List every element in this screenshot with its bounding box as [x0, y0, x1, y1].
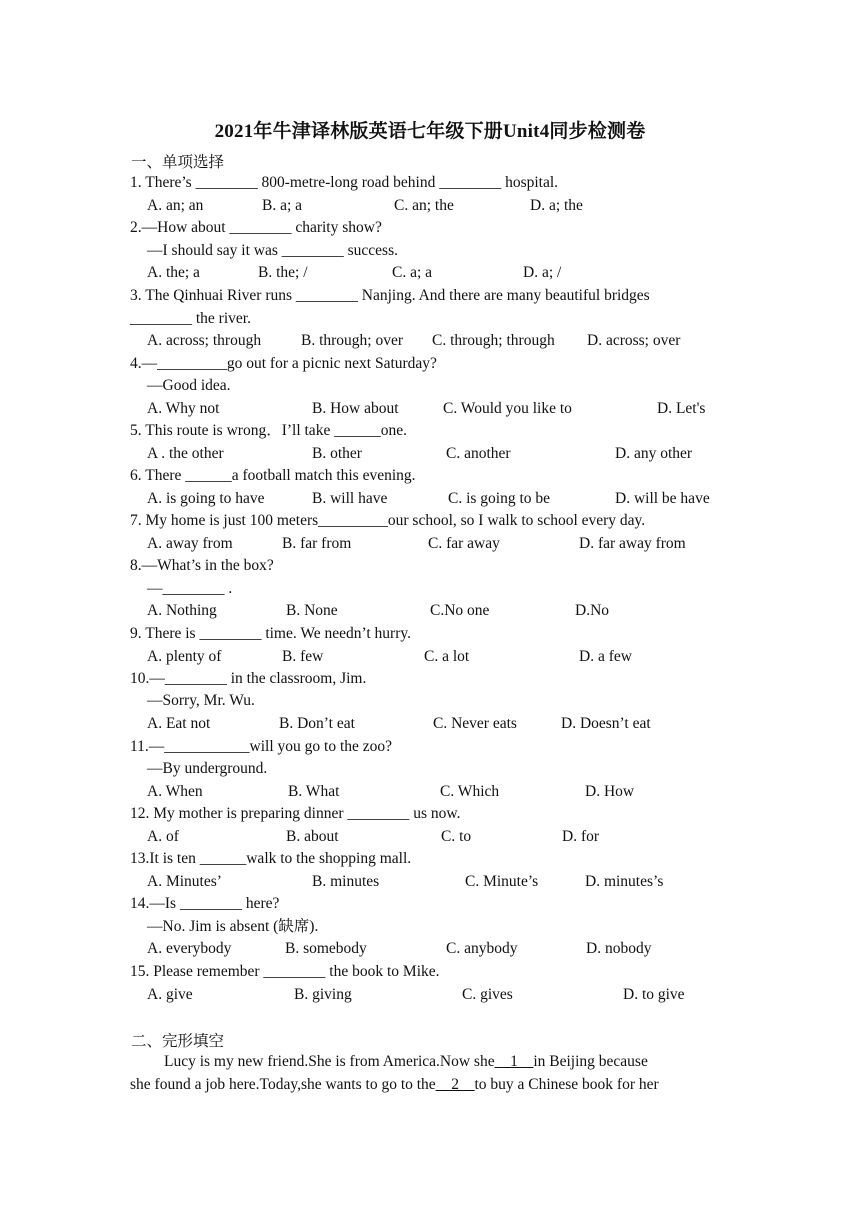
question-3-option-a: A. across; through	[147, 332, 262, 349]
question-9-option-b: B. few	[282, 648, 324, 665]
question-13-option-b: B. minutes	[312, 873, 380, 890]
question-12-option-a: A. of	[147, 828, 179, 845]
question-11-option-d: D. How	[585, 783, 635, 800]
question-8-option-c: C.No one	[430, 602, 490, 619]
question-12-option-c: C. to	[441, 828, 472, 845]
question-10-stem: 10.—________ in the classroom, Jim.	[130, 670, 367, 687]
question-11-option-a: A. When	[147, 783, 203, 800]
question-10-option-a: A. Eat not	[147, 715, 211, 732]
question-1-stem: 1. There’s ________ 800-metre-long road behind ________ hospital.	[130, 174, 559, 191]
question-13-option-c: C. Minute’s	[465, 873, 539, 890]
question-6-option-b: B. will have	[312, 490, 388, 507]
question-15-option-c: C. gives	[462, 986, 513, 1003]
question-10-option-d: D. Doesn’t eat	[561, 715, 651, 732]
question-5-option-a: A . the other	[147, 445, 224, 462]
question-9-option-a: A. plenty of	[147, 648, 222, 665]
section-heading-multiple-choice: 一、单项选择	[131, 154, 225, 171]
question-9-option-d: D. a few	[579, 648, 632, 665]
question-5-stem: 5. This route is wrong．I’ll take ______one.	[130, 422, 407, 439]
question-8-sub: —________ .	[147, 580, 233, 597]
question-6-option-d: D. will be have	[615, 490, 710, 507]
question-13-stem: 13.It is ten ______walk to the shopping mall.	[130, 850, 412, 867]
question-14-option-b: B. somebody	[285, 940, 367, 957]
question-3-stem: 3. The Qinhuai River runs ________ Nanjing. And there are many beautiful bridges	[130, 287, 650, 304]
question-13-option-a: A. Minutes’	[147, 873, 222, 890]
question-11-sub: —By underground.	[147, 760, 268, 777]
cloze-paragraph-line-1	[164, 1052, 648, 1072]
question-10-sub: —Sorry, Mr. Wu.	[147, 692, 255, 709]
cloze-text: in Beijing because	[533, 1053, 648, 1070]
question-14-sub: —No. Jim is absent (缺席).	[147, 918, 319, 935]
question-1-option-b: B. a; a	[262, 197, 303, 214]
question-3-option-d: D. across; over	[587, 332, 681, 349]
question-2-sub: —I should say it was ________ success.	[147, 242, 398, 259]
question-12-option-b: B. about	[286, 828, 339, 845]
question-6-option-a: A. is going to have	[147, 490, 265, 507]
question-14-option-c: C. anybody	[446, 940, 518, 957]
cloze-blank-1: __1__	[494, 1053, 534, 1070]
question-14-stem: 14.—Is ________ here?	[130, 895, 280, 912]
question-14-option-a: A. everybody	[147, 940, 232, 957]
question-3-option-b: B. through; over	[301, 332, 404, 349]
question-3-stem-continued: ________ the river.	[130, 310, 251, 327]
question-12-stem: 12. My mother is preparing dinner ________ us now.	[130, 805, 461, 822]
question-11-stem: 11.—___________will you go to the zoo?	[130, 738, 393, 755]
question-9-option-c: C. a lot	[424, 648, 470, 665]
question-3-option-c: C. through; through	[432, 332, 555, 349]
question-15-option-a: A. give	[147, 986, 193, 1003]
question-4-stem: 4.—_________go out for a picnic next Saturday?	[130, 355, 437, 372]
question-4-option-a: A. Why not	[147, 400, 220, 417]
cloze-text: to buy a Chinese book for her	[474, 1076, 659, 1093]
question-2-option-a: A. the; a	[147, 264, 200, 281]
question-4-option-c: C. Would you like to	[443, 400, 572, 417]
question-2-option-d: D. a; /	[523, 264, 562, 281]
question-15-stem: 15. Please remember ________ the book to Mike.	[130, 963, 440, 980]
question-7-option-b: B. far from	[282, 535, 352, 552]
question-8-option-b: B. None	[286, 602, 338, 619]
question-5-option-c: C. another	[446, 445, 511, 462]
question-1-option-c: C. an; the	[394, 197, 454, 214]
question-12-option-d: D. for	[562, 828, 600, 845]
question-2-stem: 2.—How about ________ charity show?	[130, 219, 382, 236]
cloze-text: Lucy is my new friend.She is from America.Now she	[164, 1053, 495, 1070]
question-2-option-b: B. the; /	[258, 264, 308, 281]
cloze-blank-2: __2__	[435, 1076, 475, 1093]
question-5-option-d: D. any other	[615, 445, 693, 462]
question-1-option-a: A. an; an	[147, 197, 204, 214]
question-10-option-c: C. Never eats	[433, 715, 517, 732]
cloze-paragraph-line-2	[130, 1075, 659, 1095]
question-7-option-a: A. away from	[147, 535, 233, 552]
question-13-option-d: D. minutes’s	[585, 873, 664, 890]
question-6-stem: 6. There ______a football match this evening.	[130, 467, 416, 484]
question-8-option-a: A. Nothing	[147, 602, 217, 619]
question-8-stem: 8.—What’s in the box?	[130, 557, 274, 574]
question-9-stem: 9. There is ________ time. We needn’t hurry.	[130, 625, 411, 642]
question-11-option-c: C. Which	[440, 783, 500, 800]
cloze-text: she found a job here.Today,she wants to go to the	[130, 1076, 436, 1093]
question-1-option-d: D. a; the	[530, 197, 583, 214]
question-14-option-d: D. nobody	[586, 940, 652, 957]
question-4-option-d: D. Let's	[657, 400, 706, 417]
question-15-option-d: D. to give	[623, 986, 685, 1003]
section-heading-cloze: 二、完形填空	[131, 1033, 225, 1050]
question-6-option-c: C. is going to be	[448, 490, 551, 507]
question-7-option-d: D. far away from	[579, 535, 686, 552]
question-8-option-d: D.No	[575, 602, 610, 619]
question-10-option-b: B. Don’t eat	[279, 715, 355, 732]
question-2-option-c: C. a; a	[392, 264, 433, 281]
question-7-stem: 7. My home is just 100 meters_________our school, so I walk to school every day.	[130, 512, 646, 529]
question-4-sub: —Good idea.	[147, 377, 231, 394]
question-5-option-b: B. other	[312, 445, 362, 462]
document-title: 2021年牛津译林版英语七年级下册Unit4同步检测卷	[214, 121, 646, 142]
question-11-option-b: B. What	[288, 783, 340, 800]
question-4-option-b: B. How about	[312, 400, 399, 417]
question-15-option-b: B. giving	[294, 986, 352, 1003]
question-7-option-c: C. far away	[428, 535, 500, 552]
